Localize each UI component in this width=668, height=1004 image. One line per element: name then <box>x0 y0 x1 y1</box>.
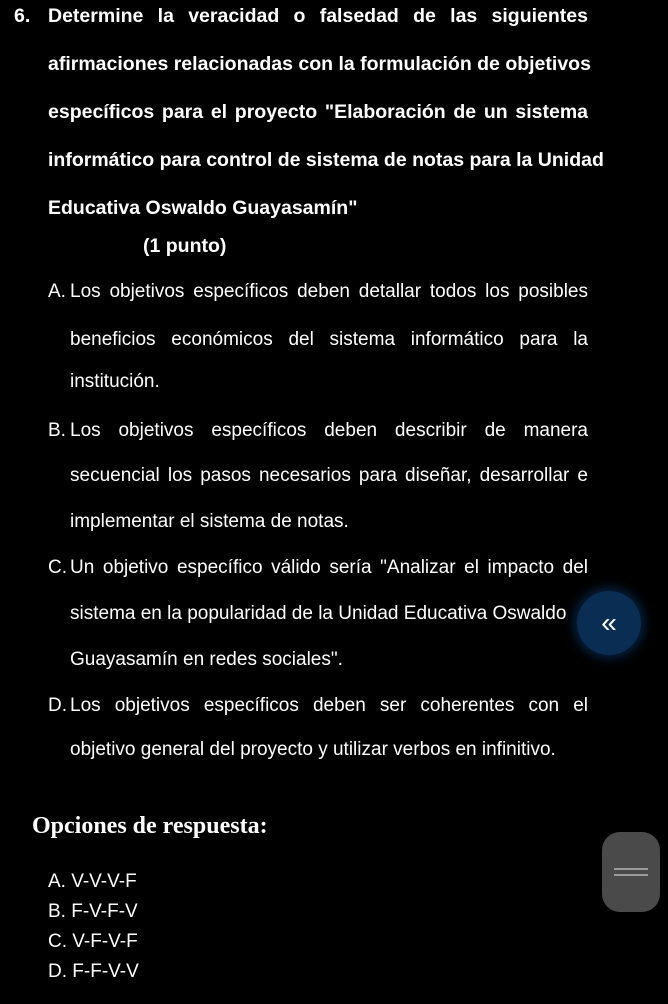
double-chevron-left-icon: « <box>601 607 617 638</box>
statement-letter: C. <box>48 557 67 578</box>
statement-line: institución. <box>70 371 160 392</box>
answer-option-c[interactable]: C. V-F-V-F <box>48 931 138 952</box>
question-text-line: afirmaciones relacionadas con la formulación de objetivos <box>48 53 591 75</box>
statement-line: Los objetivos específicos deben detallar todos los posibles <box>70 281 588 302</box>
answer-option-b[interactable]: B. F-V-F-V <box>48 901 138 922</box>
statement-line: secuencial los pasos necesarios para diseñar, desarrollar e <box>70 465 588 486</box>
question-text-line: específicos para el proyecto "Elaboración de un sistema <box>48 101 588 123</box>
collapse-button[interactable] <box>577 591 641 655</box>
statement-line: Los objetivos específicos deben ser coherentes con el <box>70 695 588 716</box>
question-text-line: Determine la veracidad o falsedad de las siguientes <box>48 5 588 27</box>
statement-line: sistema en la popularidad de la Unidad Educativa Oswaldo <box>70 603 567 624</box>
menu-lines-icon <box>614 868 648 870</box>
statement-line: implementar el sistema de notas. <box>70 511 349 532</box>
statement-line: beneficios económicos del sistema informático para la <box>70 329 588 350</box>
statement-letter: D. <box>48 695 67 716</box>
options-title: Opciones de respuesta: <box>32 813 268 839</box>
answer-option-d[interactable]: D. F-F-V-V <box>48 961 139 982</box>
menu-lines-icon <box>614 874 648 876</box>
statement-letter: B. <box>48 420 66 441</box>
statement-line: Un objetivo específico válido sería "Analizar el impacto del <box>70 557 588 578</box>
question-text-line: informático para control de sistema de notas para la Unidad <box>48 149 604 171</box>
statement-line: Guayasamín en redes sociales". <box>70 649 343 670</box>
statement-letter: A. <box>48 281 66 302</box>
question-text-line: Educativa Oswaldo Guayasamín" <box>48 197 358 219</box>
statement-line: objetivo general del proyecto y utilizar verbos en infinitivo. <box>70 739 556 760</box>
question-number: 6. <box>14 5 31 27</box>
drag-handle[interactable] <box>602 832 660 912</box>
statement-line: Los objetivos específicos deben describir de manera <box>70 420 588 441</box>
answer-option-a[interactable]: A. V-V-V-F <box>48 871 137 892</box>
question-points: (1 punto) <box>143 235 227 257</box>
